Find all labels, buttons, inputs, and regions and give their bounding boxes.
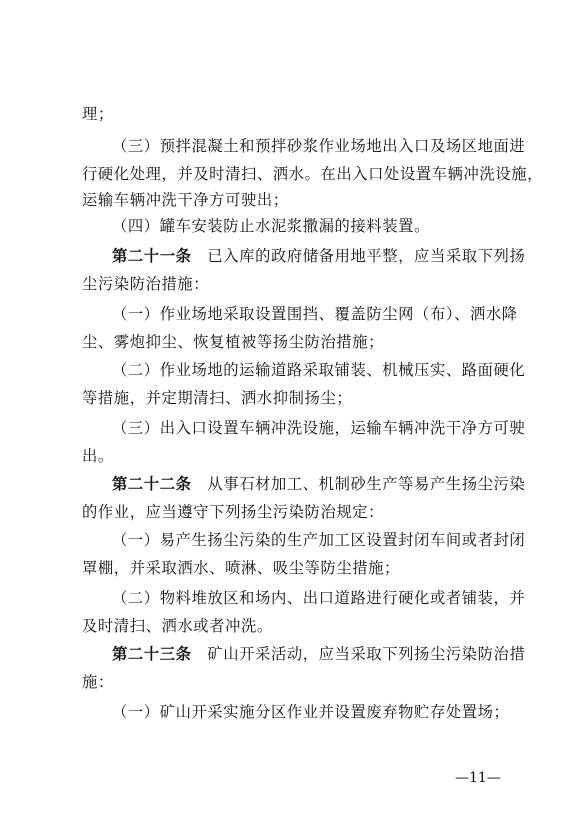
text-line: 罩棚，并采取洒水、喷淋、吸尘等防尘措施； (82, 559, 400, 577)
text-line: （一）作业场地采取设置围挡、覆盖防尘网（布）、洒水降 (112, 305, 518, 323)
text-line: （二）物料堆放区和场内、出口道路进行硬化或者铺装，并 (112, 589, 526, 607)
text-line: 运输车辆冲洗干净方可驶出； (82, 191, 289, 209)
text-line: （一）矿山开采实施分区作业并设置废弃物贮存处置场； (112, 703, 510, 721)
text-line: 尘、雾炮抑尘、恢复植被等扬尘防治措施； (82, 333, 385, 351)
page-number: —11— (455, 770, 501, 786)
article-heading: 第二十三条 (112, 645, 192, 663)
article-22-line: 第二十二条 从事石材加工、机制砂生产等易产生扬尘污染 (112, 475, 526, 493)
text-line: （三）预拌混凝土和预拌砂浆作业场地出入口及场区地面进 (112, 137, 526, 155)
text-line: 及时清扫、洒水或者冲洗。 (82, 617, 273, 635)
text-line: （一）易产生扬尘污染的生产加工区设置封闭车间或者封闭 (112, 531, 526, 549)
text-line: 出。 (82, 447, 114, 465)
text-line: 尘污染防治措施： (82, 275, 210, 293)
article-heading: 第二十二条 (112, 475, 192, 493)
article-23-line: 第二十三条 矿山开采活动，应当采取下列扬尘污染防治措 (112, 645, 526, 663)
article-21-line: 第二十一条 已入库的政府储备用地平整，应当采取下列扬 (112, 247, 526, 265)
text-line: 行硬化处理，并及时清扫、洒水。在出入口处设置车辆冲洗设施， (82, 165, 544, 183)
article-heading: 第二十一条 (112, 247, 192, 265)
text-line: 施： (82, 673, 114, 691)
text-line: 的作业，应当遵守下列扬尘污染防治规定： (82, 503, 385, 521)
text-line: （二）作业场地的运输道路采取铺装、机械压实、路面硬化 (112, 361, 526, 379)
text-line: 等措施，并定期清扫、洒水抑制扬尘； (82, 389, 353, 407)
text-line: 理； (82, 105, 114, 123)
text-line: （四）罐车安装防止水泥浆撒漏的接料装置。 (112, 217, 430, 235)
text-line: （三）出入口设置车辆冲洗设施，运输车辆冲洗干净方可驶 (112, 419, 526, 437)
